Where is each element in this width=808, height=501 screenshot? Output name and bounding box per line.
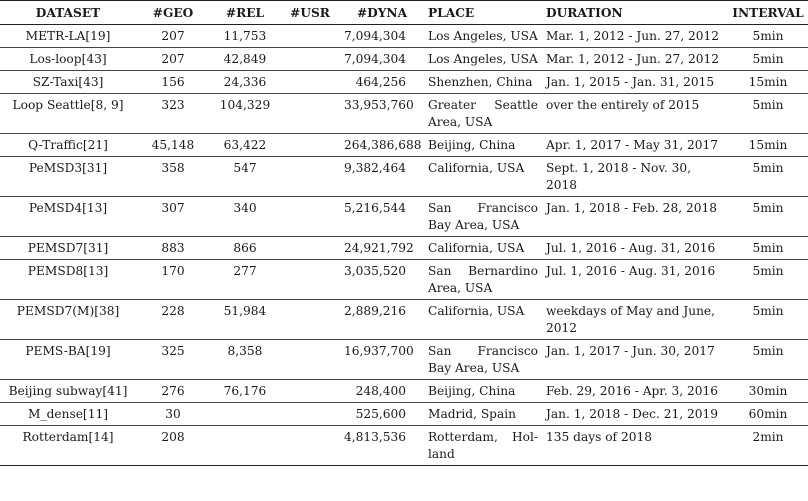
cell-usr xyxy=(280,380,340,403)
cell-dataset: Q-Traffic[21] xyxy=(0,134,136,157)
cell-duration: Jan. 1, 2018 - Dec. 21, 2019 xyxy=(542,403,728,426)
cell-interval: 5min xyxy=(728,260,808,300)
cell-usr xyxy=(280,260,340,300)
cell-geo: 156 xyxy=(136,71,210,94)
cell-dyna: 525,600 xyxy=(340,403,424,426)
cell-usr xyxy=(280,426,340,466)
cell-duration: 135 days of 2018 xyxy=(542,426,728,466)
header-rel: #REL xyxy=(210,1,280,25)
cell-dataset: Los-loop[43] xyxy=(0,48,136,71)
cell-place: Rotterdam, Hol-land xyxy=(424,426,542,466)
cell-usr xyxy=(280,197,340,237)
cell-geo: 358 xyxy=(136,157,210,197)
cell-dyna: 7,094,304 xyxy=(340,48,424,71)
cell-usr xyxy=(280,403,340,426)
cell-place: San Bernardino Area, USA xyxy=(424,260,542,300)
cell-place: San Francisco Bay Area, USA xyxy=(424,340,542,380)
cell-geo: 45,148 xyxy=(136,134,210,157)
cell-dyna: 9,382,464 xyxy=(340,157,424,197)
cell-geo: 30 xyxy=(136,403,210,426)
cell-interval: 60min xyxy=(728,403,808,426)
cell-interval: 5min xyxy=(728,340,808,380)
cell-place: Madrid, Spain xyxy=(424,403,542,426)
table-row xyxy=(0,260,808,300)
cell-dataset: PEMS-BA[19] xyxy=(0,340,136,380)
table-row xyxy=(0,25,808,48)
table-row xyxy=(0,157,808,197)
cell-place: Los Angeles, USA xyxy=(424,25,542,48)
cell-rel: 76,176 xyxy=(210,380,280,403)
table-row xyxy=(0,237,808,260)
table-row xyxy=(0,134,808,157)
cell-rel xyxy=(210,426,280,466)
cell-duration: weekdays of May and June, 2012 xyxy=(542,300,728,340)
cell-rel: 277 xyxy=(210,260,280,300)
cell-rel: 11,753 xyxy=(210,25,280,48)
cell-dyna: 7,094,304 xyxy=(340,25,424,48)
cell-usr xyxy=(280,237,340,260)
table-row xyxy=(0,48,808,71)
cell-dataset: Beijing subway[41] xyxy=(0,380,136,403)
cell-duration: Sept. 1, 2018 - Nov. 30, 2018 xyxy=(542,157,728,197)
cell-duration: Mar. 1, 2012 - Jun. 27, 2012 xyxy=(542,25,728,48)
cell-duration: Jul. 1, 2016 - Aug. 31, 2016 xyxy=(542,237,728,260)
table-row xyxy=(0,71,808,94)
cell-interval: 5min xyxy=(728,157,808,197)
cell-dataset: PEMSD7[31] xyxy=(0,237,136,260)
cell-duration: Mar. 1, 2012 - Jun. 27, 2012 xyxy=(542,48,728,71)
cell-dataset: Rotterdam[14] xyxy=(0,426,136,466)
cell-dataset: METR-LA[19] xyxy=(0,25,136,48)
cell-geo: 307 xyxy=(136,197,210,237)
cell-dataset: Loop Seattle[8, 9] xyxy=(0,94,136,134)
cell-duration: Jan. 1, 2015 - Jan. 31, 2015 xyxy=(542,71,728,94)
cell-place: Greater Seattle Area, USA xyxy=(424,94,542,134)
cell-geo: 276 xyxy=(136,380,210,403)
cell-duration: Jan. 1, 2017 - Jun. 30, 2017 xyxy=(542,340,728,380)
cell-duration: Jan. 1, 2018 - Feb. 28, 2018 xyxy=(542,197,728,237)
cell-geo: 170 xyxy=(136,260,210,300)
cell-dyna: 2,889,216 xyxy=(340,300,424,340)
header-usr: #USR xyxy=(280,1,340,25)
cell-geo: 207 xyxy=(136,25,210,48)
cell-interval: 2min xyxy=(728,426,808,466)
table-row xyxy=(0,94,808,134)
table-header xyxy=(0,1,808,25)
cell-usr xyxy=(280,48,340,71)
cell-place: Los Angeles, USA xyxy=(424,48,542,71)
cell-usr xyxy=(280,134,340,157)
cell-duration: Apr. 1, 2017 - May 31, 2017 xyxy=(542,134,728,157)
cell-rel: 42,849 xyxy=(210,48,280,71)
cell-dataset: SZ-Taxi[43] xyxy=(0,71,136,94)
cell-geo: 207 xyxy=(136,48,210,71)
cell-dyna: 33,953,760 xyxy=(340,94,424,134)
cell-usr xyxy=(280,157,340,197)
cell-place: San Francisco Bay Area, USA xyxy=(424,197,542,237)
cell-duration: Jul. 1, 2016 - Aug. 31, 2016 xyxy=(542,260,728,300)
cell-usr xyxy=(280,25,340,48)
cell-rel: 547 xyxy=(210,157,280,197)
cell-rel: 104,329 xyxy=(210,94,280,134)
header-interval: INTERVAL xyxy=(728,1,808,25)
cell-rel: 866 xyxy=(210,237,280,260)
cell-place: California, USA xyxy=(424,157,542,197)
cell-dataset: PeMSD4[13] xyxy=(0,197,136,237)
cell-dataset: M_dense[11] xyxy=(0,403,136,426)
cell-interval: 5min xyxy=(728,94,808,134)
cell-interval: 5min xyxy=(728,48,808,71)
cell-place: California, USA xyxy=(424,237,542,260)
header-row xyxy=(0,1,808,25)
cell-usr xyxy=(280,71,340,94)
cell-dataset: PeMSD3[31] xyxy=(0,157,136,197)
table-body xyxy=(0,25,808,466)
cell-interval: 15min xyxy=(728,71,808,94)
cell-usr xyxy=(280,94,340,134)
cell-dyna: 464,256 xyxy=(340,71,424,94)
cell-rel: 8,358 xyxy=(210,340,280,380)
cell-dataset: PEMSD7(M)[38] xyxy=(0,300,136,340)
table-row xyxy=(0,300,808,340)
cell-interval: 15min xyxy=(728,134,808,157)
header-dyna: #DYNA xyxy=(340,1,424,25)
cell-interval: 5min xyxy=(728,197,808,237)
cell-dyna: 24,921,792 xyxy=(340,237,424,260)
cell-usr xyxy=(280,340,340,380)
cell-geo: 325 xyxy=(136,340,210,380)
cell-interval: 5min xyxy=(728,300,808,340)
header-duration: DURATION xyxy=(542,1,728,25)
cell-place: Beijing, China xyxy=(424,380,542,403)
cell-geo: 208 xyxy=(136,426,210,466)
cell-rel: 63,422 xyxy=(210,134,280,157)
table-row xyxy=(0,426,808,466)
table-row xyxy=(0,197,808,237)
cell-dyna: 3,035,520 xyxy=(340,260,424,300)
cell-place: California, USA xyxy=(424,300,542,340)
cell-interval: 30min xyxy=(728,380,808,403)
cell-geo: 883 xyxy=(136,237,210,260)
table-row xyxy=(0,403,808,426)
cell-dataset: PEMSD8[13] xyxy=(0,260,136,300)
cell-dyna: 264,386,688 xyxy=(340,134,424,157)
cell-rel xyxy=(210,403,280,426)
cell-rel: 340 xyxy=(210,197,280,237)
cell-geo: 323 xyxy=(136,94,210,134)
header-place: PLACE xyxy=(424,1,542,25)
table-row xyxy=(0,340,808,380)
table-row xyxy=(0,380,808,403)
cell-usr xyxy=(280,300,340,340)
cell-rel: 24,336 xyxy=(210,71,280,94)
cell-geo: 228 xyxy=(136,300,210,340)
cell-rel: 51,984 xyxy=(210,300,280,340)
cell-interval: 5min xyxy=(728,25,808,48)
cell-place: Shenzhen, China xyxy=(424,71,542,94)
cell-dyna: 16,937,700 xyxy=(340,340,424,380)
cell-dyna: 5,216,544 xyxy=(340,197,424,237)
cell-dyna: 4,813,536 xyxy=(340,426,424,466)
header-geo: #GEO xyxy=(136,1,210,25)
cell-duration: Feb. 29, 2016 - Apr. 3, 2016 xyxy=(542,380,728,403)
cell-interval: 5min xyxy=(728,237,808,260)
header-dataset: DATASET xyxy=(0,1,136,25)
cell-place: Beijing, China xyxy=(424,134,542,157)
cell-duration: over the entirely of 2015 xyxy=(542,94,728,134)
cell-dyna: 248,400 xyxy=(340,380,424,403)
